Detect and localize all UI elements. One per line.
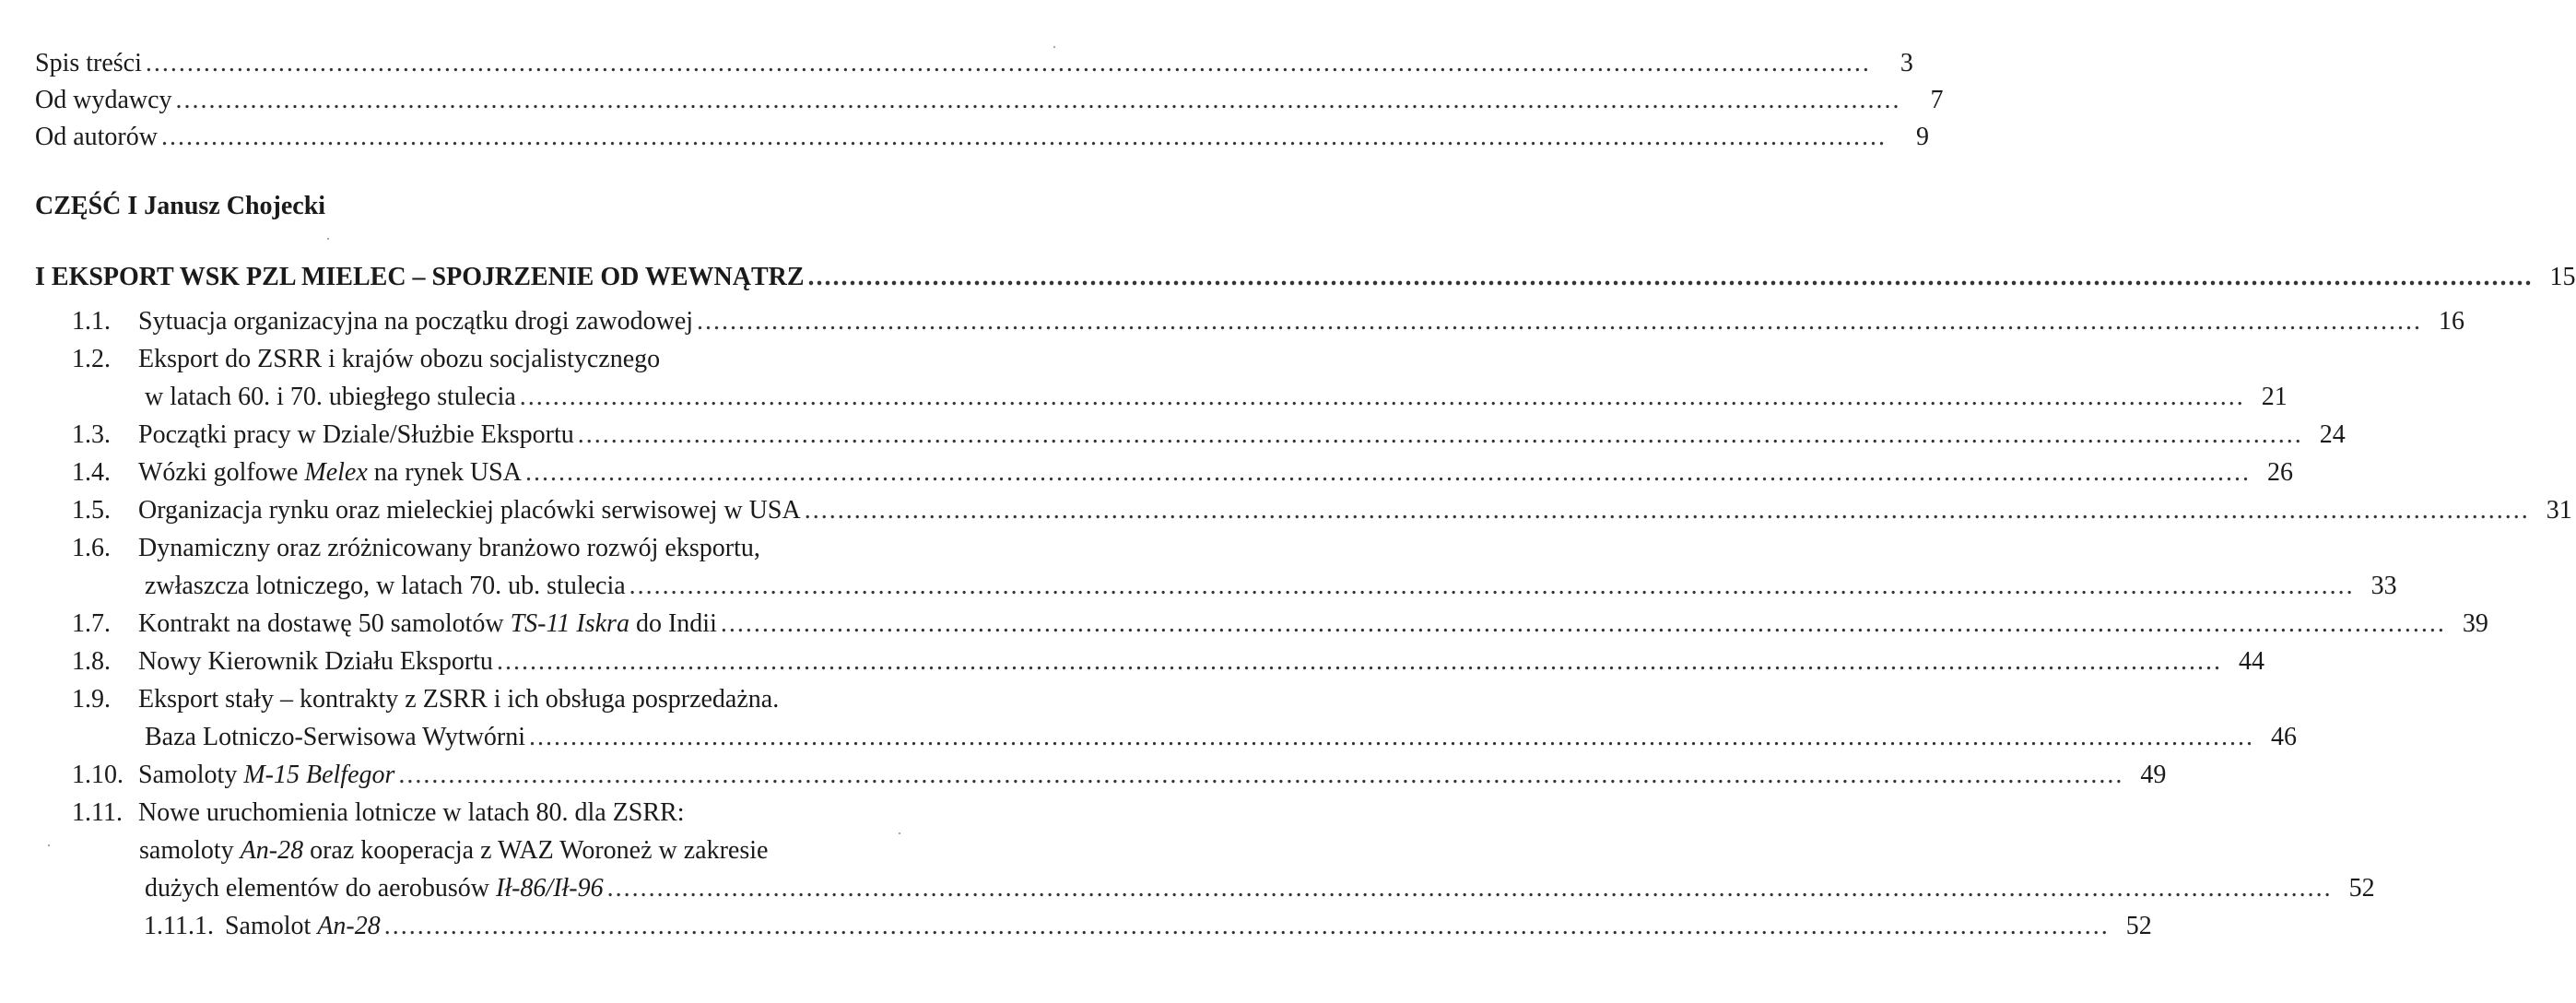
title-italic: TS-11 Iskra xyxy=(510,609,629,638)
toc-chapter-1[interactable] xyxy=(35,260,2576,295)
section-title xyxy=(138,607,717,642)
toc-page-number: 9 xyxy=(1915,123,1929,151)
section-title-line-1: Dynamiczny oraz zróżnicowany branżowo rozwój eksportu, xyxy=(138,534,760,562)
toc-entry-title: Od autorów xyxy=(35,123,158,151)
dot-leader xyxy=(697,304,2422,339)
section-title-line-3 xyxy=(145,871,604,906)
title-text: Samolot xyxy=(224,912,318,940)
toc-page-number: 44 xyxy=(2238,647,2264,676)
toc-page-number: 52 xyxy=(2125,912,2152,940)
dot-leader xyxy=(721,607,2446,642)
scan-speck xyxy=(899,832,900,834)
section-title xyxy=(138,758,394,793)
section-title: Sytuacja organizacyjna na początku drogi zawodowej xyxy=(138,307,694,336)
dot-leader xyxy=(808,260,2534,295)
dot-leader xyxy=(578,418,2303,453)
section-number: 1.7. xyxy=(72,609,111,638)
dot-leader xyxy=(497,644,2222,679)
section-title: Początki pracy w Dziale/Służbie Eksportu xyxy=(138,420,574,449)
section-number: 1.9. xyxy=(72,685,111,714)
dot-leader xyxy=(607,871,2333,906)
toc-section-1-1[interactable] xyxy=(35,304,2465,339)
section-title: Organizacja rynku oraz mieleckiej placówki serwisowej w USA xyxy=(138,496,801,525)
toc-entry-spis-tresci[interactable] xyxy=(35,46,1913,81)
toc-section-1-8[interactable] xyxy=(35,644,2264,679)
toc-page-number: 16 xyxy=(2439,307,2465,336)
toc-page-number: 52 xyxy=(2348,874,2375,903)
toc-entry-title: Spis treści xyxy=(35,49,142,77)
section-number: 1.8. xyxy=(72,647,111,676)
title-italic: Melex xyxy=(304,458,368,487)
dot-leader xyxy=(146,46,1871,81)
title-text: do Indii xyxy=(629,609,717,638)
toc-page-number: 15 xyxy=(2549,263,2576,291)
toc-section-1-2-continued[interactable] xyxy=(35,380,2288,415)
toc-entry-od-autorow[interactable] xyxy=(35,120,1929,155)
toc-section-1-5[interactable] xyxy=(35,493,2572,528)
title-italic: An-28 xyxy=(317,912,381,940)
toc-section-1-11-continued-2[interactable] xyxy=(35,871,2375,906)
toc-section-1-2[interactable] xyxy=(35,342,1021,377)
section-title xyxy=(225,909,381,944)
section-title-line-1: Eksport do ZSRR i krajów obozu socjalistycznego xyxy=(138,345,661,373)
toc-section-1-10[interactable] xyxy=(35,758,2167,793)
section-title-line-1: Eksport stały – kontrakty z ZSRR i ich obsługa posprzedażna. xyxy=(138,685,780,714)
section-number: 1.3. xyxy=(72,420,111,449)
section-number: 1.11. xyxy=(72,798,123,827)
section-number: 1.10. xyxy=(72,761,124,789)
scan-speck xyxy=(327,238,329,240)
toc-entry-title: Od wydawcy xyxy=(35,86,172,114)
scan-speck xyxy=(48,844,50,846)
section-number: 1.6. xyxy=(72,534,111,562)
toc-page-number: 24 xyxy=(2319,420,2346,449)
dot-leader xyxy=(629,569,2355,604)
title-text: Samoloty xyxy=(138,761,244,789)
section-title-line-2 xyxy=(139,833,768,868)
toc-section-1-9[interactable] xyxy=(35,682,1021,717)
dot-leader xyxy=(525,455,2251,490)
toc-section-1-6-continued[interactable] xyxy=(35,569,2397,604)
section-number: 1.1. xyxy=(72,307,111,336)
dot-leader xyxy=(520,380,2245,415)
section-title xyxy=(138,455,522,490)
title-italic: M-15 Belfegor xyxy=(243,761,395,789)
toc-page-number: 26 xyxy=(2266,458,2293,487)
chapter-title: I EKSPORT WSK PZL MIELEC – SPOJRZENIE OD WEWNĄTRZ xyxy=(35,263,805,291)
section-number: 1.2. xyxy=(72,345,111,373)
title-text: Wózki golfowe xyxy=(138,458,305,487)
title-text: samoloty xyxy=(139,836,241,865)
dot-leader xyxy=(176,83,1901,118)
section-title-line-1: Nowe uruchomienia lotnicze w latach 80. dla ZSRR: xyxy=(138,798,685,827)
toc-section-1-11-continued xyxy=(35,833,1129,868)
toc-page-number: 3 xyxy=(1900,49,1913,77)
dot-leader xyxy=(529,720,2254,755)
toc-entry-od-wydawcy[interactable] xyxy=(35,83,1944,118)
toc-page-number: 49 xyxy=(2140,761,2167,789)
section-number: 1.11.1. xyxy=(144,912,214,940)
toc-page-number: 39 xyxy=(2462,609,2488,638)
scan-speck xyxy=(1053,46,1055,48)
toc-section-1-3[interactable] xyxy=(35,418,2346,453)
title-text: na rynek USA xyxy=(367,458,522,487)
toc-page-number: 21 xyxy=(2261,383,2288,411)
title-text: oraz kooperacja z WAZ Woroneż w zakresie xyxy=(303,836,769,865)
section-number: 1.5. xyxy=(72,496,111,525)
title-italic: Ił-86/Ił-96 xyxy=(496,874,604,903)
part-author: Janusz Chojecki xyxy=(144,192,326,220)
section-title-line-2: w latach 60. i 70. ubiegłego stulecia xyxy=(145,383,516,411)
title-text: Kontrakt na dostawę 50 samolotów xyxy=(138,609,511,638)
dot-leader xyxy=(805,493,2530,528)
section-number: 1.4. xyxy=(72,458,111,487)
title-text: dużych elementów do aerobusów xyxy=(145,874,496,903)
toc-page-number: 33 xyxy=(2370,572,2397,600)
toc-section-1-6[interactable] xyxy=(35,531,1021,566)
toc-page-number: 7 xyxy=(1930,86,1944,114)
toc-page-number: 46 xyxy=(2271,723,2298,751)
toc-page-number: 31 xyxy=(2546,496,2572,525)
section-title-line-2: zwłaszcza lotniczego, w latach 70. ub. stulecia xyxy=(145,572,626,600)
section-title: Nowy Kierownik Działu Eksportu xyxy=(138,647,493,676)
section-title-line-2: Baza Lotniczo-Serwisowa Wytwórni xyxy=(145,723,526,751)
part-heading xyxy=(35,188,325,225)
dot-leader xyxy=(384,909,2110,944)
dot-leader xyxy=(398,758,2123,793)
dot-leader xyxy=(161,120,1887,155)
toc-subsection-1-11-1[interactable] xyxy=(35,909,2152,944)
toc-section-1-7[interactable] xyxy=(35,607,2488,642)
toc-section-1-4[interactable] xyxy=(35,455,2293,490)
toc-section-1-11[interactable] xyxy=(35,796,1021,831)
title-italic: An-28 xyxy=(240,836,304,865)
toc-section-1-9-continued[interactable] xyxy=(35,720,2298,755)
part-label: CZĘŚĆ I xyxy=(35,192,138,220)
